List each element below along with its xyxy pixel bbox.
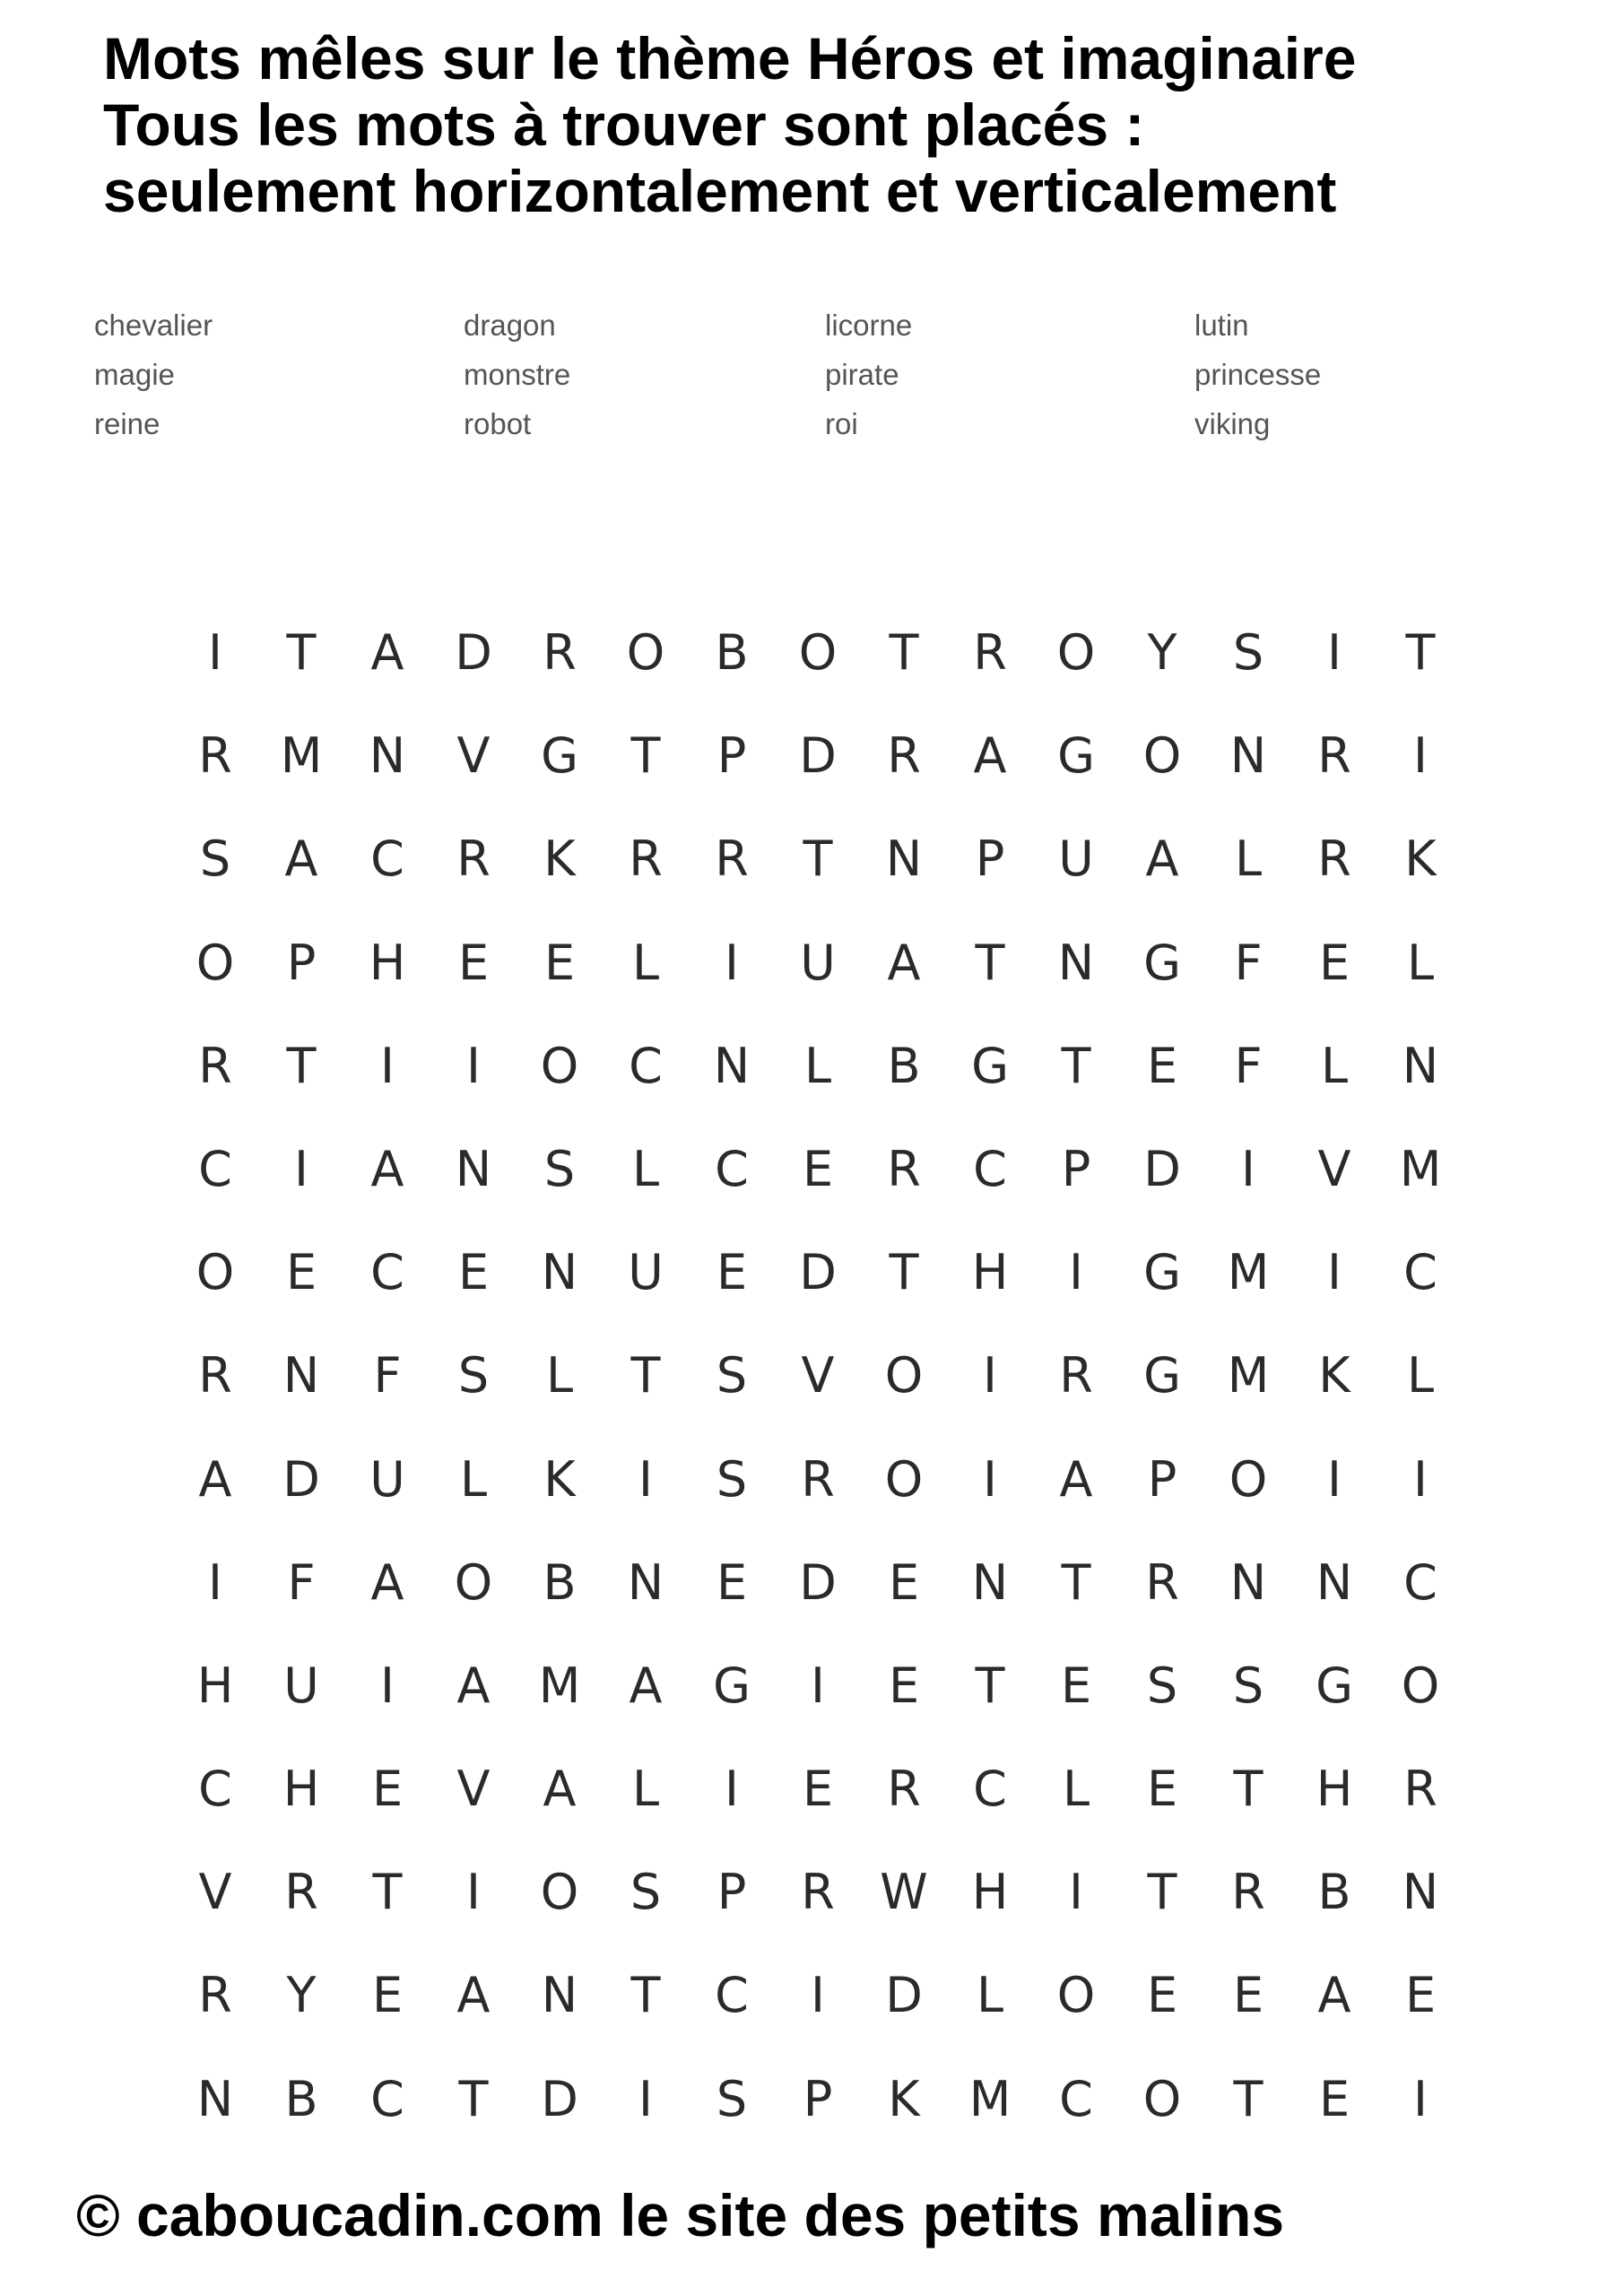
grid-letter[interactable]: D: [799, 727, 837, 785]
grid-letter[interactable]: I: [1241, 1140, 1255, 1197]
grid-letter[interactable]: L: [1406, 934, 1435, 991]
grid-letter[interactable]: I: [638, 2070, 653, 2127]
footer-credit: © caboucadin.com le site des petits malins: [76, 2182, 1285, 2248]
grid-letter[interactable]: H: [369, 934, 406, 991]
grid-letter[interactable]: P: [286, 934, 317, 991]
grid-letter[interactable]: E: [371, 1967, 404, 2024]
grid-letter[interactable]: O: [1056, 624, 1096, 681]
grid-letter[interactable]: N: [1057, 934, 1095, 991]
grid-letter[interactable]: V: [198, 1864, 232, 1921]
grid-letter[interactable]: R: [887, 727, 921, 785]
grid-letter[interactable]: L: [631, 934, 660, 991]
grid-letter[interactable]: S: [457, 1347, 490, 1405]
grid-letter[interactable]: S: [1146, 1657, 1178, 1714]
grid-letter[interactable]: V: [801, 1347, 835, 1405]
grid-letter[interactable]: E: [1404, 1967, 1437, 2024]
grid-letter[interactable]: G: [1143, 1244, 1181, 1301]
grid-letter[interactable]: N: [541, 1244, 578, 1301]
grid-letter[interactable]: R: [973, 624, 1007, 681]
grid-letter[interactable]: C: [715, 1967, 749, 2024]
grid-letter[interactable]: R: [1145, 1553, 1179, 1611]
grid-letter[interactable]: C: [198, 1140, 232, 1197]
grid-letter[interactable]: R: [284, 1864, 318, 1921]
grid-letter[interactable]: T: [286, 1037, 317, 1094]
grid-letter[interactable]: V: [456, 1761, 491, 1818]
grid-letter[interactable]: D: [541, 2070, 578, 2127]
grid-letter[interactable]: E: [285, 1244, 317, 1301]
word-list: [94, 300, 1565, 448]
grid-letter[interactable]: R: [198, 1967, 232, 2024]
grid-letter[interactable]: A: [1317, 1967, 1351, 2024]
grid-letter[interactable]: N: [1316, 1553, 1353, 1611]
grid-letter[interactable]: E: [802, 1140, 834, 1197]
grid-letter[interactable]: P: [803, 2070, 833, 2127]
grid-letter[interactable]: A: [456, 1657, 491, 1714]
grid-letter[interactable]: N: [1229, 1553, 1267, 1611]
grid-letter[interactable]: D: [1143, 1140, 1181, 1197]
grid-letter[interactable]: I: [811, 1657, 825, 1714]
grid-letter[interactable]: A: [543, 1761, 577, 1818]
grid-letter[interactable]: N: [282, 1347, 320, 1405]
grid-letter[interactable]: C: [973, 1761, 1007, 1818]
grid-letter[interactable]: E: [1060, 1657, 1092, 1714]
grid-letter[interactable]: F: [373, 1347, 402, 1405]
grid-letter[interactable]: O: [884, 1347, 924, 1405]
grid-letter[interactable]: O: [1401, 1657, 1440, 1714]
grid-letter[interactable]: C: [629, 1037, 663, 1094]
grid-letter[interactable]: R: [1231, 1864, 1265, 1921]
grid-letter[interactable]: A: [370, 1140, 404, 1197]
grid-letter[interactable]: A: [1059, 1450, 1093, 1508]
grid-letter[interactable]: E: [457, 934, 490, 991]
grid-letter[interactable]: C: [370, 1244, 404, 1301]
grid-letter[interactable]: P: [975, 831, 1005, 888]
grid-letter[interactable]: S: [1232, 624, 1264, 681]
grid-letter[interactable]: R: [1317, 831, 1351, 888]
grid-letter[interactable]: I: [208, 1553, 222, 1611]
grid-letter[interactable]: B: [543, 1553, 577, 1611]
grid-letter[interactable]: O: [1142, 2070, 1182, 2127]
grid-letter[interactable]: R: [715, 831, 749, 888]
grid-letter[interactable]: A: [284, 831, 318, 888]
grid-letter[interactable]: C: [1059, 2070, 1093, 2127]
grid-letter[interactable]: O: [1142, 727, 1182, 785]
grid-letter[interactable]: A: [198, 1450, 232, 1508]
grid-letter[interactable]: O: [540, 1037, 579, 1094]
grid-letter[interactable]: E: [1318, 2070, 1350, 2127]
grid-letter[interactable]: Y: [286, 1967, 317, 2024]
grid-letter[interactable]: T: [630, 1967, 661, 2024]
grid-letter[interactable]: O: [1229, 1450, 1268, 1508]
grid-letter[interactable]: N: [196, 2070, 234, 2127]
grid-letter[interactable]: R: [1059, 1347, 1093, 1405]
grid-letter[interactable]: B: [715, 624, 749, 681]
grid-letter[interactable]: D: [885, 1967, 923, 2024]
grid-letter[interactable]: N: [713, 1037, 751, 1094]
grid-letter[interactable]: E: [371, 1761, 404, 1818]
grid-letter[interactable]: I: [1327, 1244, 1342, 1301]
grid-letter[interactable]: H: [971, 1864, 1009, 1921]
grid-letter[interactable]: I: [1413, 727, 1428, 785]
grid-letter[interactable]: E: [716, 1244, 748, 1301]
grid-letter[interactable]: O: [626, 624, 665, 681]
grid-letter[interactable]: E: [1232, 1967, 1264, 2024]
grid-letter[interactable]: T: [975, 1657, 1005, 1714]
grid-letter[interactable]: N: [1402, 1037, 1439, 1094]
grid-letter[interactable]: A: [973, 727, 1007, 785]
grid-letter[interactable]: A: [370, 1553, 404, 1611]
grid-letter[interactable]: N: [455, 1140, 492, 1197]
grid-letter[interactable]: S: [716, 1347, 748, 1405]
word-list-item: viking: [1194, 407, 1271, 440]
grid-letter[interactable]: T: [1233, 1761, 1264, 1818]
title-line-2: Tous les mots à trouver sont placés :: [103, 91, 1145, 158]
grid-letter[interactable]: T: [1061, 1037, 1091, 1094]
grid-letter[interactable]: E: [1146, 1037, 1178, 1094]
grid-letter[interactable]: I: [208, 624, 222, 681]
grid-letter[interactable]: N: [1402, 1864, 1439, 1921]
grid-letter[interactable]: E: [1146, 1967, 1178, 2024]
grid-letter[interactable]: R: [887, 1140, 921, 1197]
grid-letter[interactable]: M: [1227, 1244, 1270, 1301]
grid-letter[interactable]: W: [880, 1864, 928, 1921]
grid-letter[interactable]: I: [466, 1037, 481, 1094]
grid-letter[interactable]: B: [284, 2070, 318, 2127]
grid-letter[interactable]: T: [1147, 1864, 1177, 1921]
grid-letter[interactable]: U: [800, 934, 836, 991]
grid-letter[interactable]: U: [1058, 831, 1094, 888]
grid-letter[interactable]: M: [1227, 1347, 1270, 1405]
grid-letter[interactable]: A: [887, 934, 921, 991]
grid-letter[interactable]: G: [971, 1037, 1009, 1094]
grid-letter[interactable]: K: [543, 831, 576, 888]
grid-letter[interactable]: G: [1143, 934, 1181, 991]
grid-letter[interactable]: L: [1320, 1037, 1349, 1094]
title-line-1: Mots mêles sur le thème Héros et imaginaire: [103, 25, 1357, 91]
grid-letter[interactable]: R: [1403, 1761, 1437, 1818]
grid-letter[interactable]: S: [630, 1864, 662, 1921]
grid-letter[interactable]: N: [627, 1553, 664, 1611]
grid-letter[interactable]: I: [983, 1450, 997, 1508]
grid-letter[interactable]: C: [1403, 1553, 1437, 1611]
grid-letter[interactable]: E: [888, 1657, 920, 1714]
grid-letter[interactable]: I: [1413, 1450, 1428, 1508]
grid-letter[interactable]: R: [629, 831, 663, 888]
grid-letter[interactable]: R: [198, 1037, 232, 1094]
grid-letter[interactable]: T: [458, 2070, 489, 2127]
word-list-item: dragon: [464, 309, 556, 342]
word-list-item: princesse: [1194, 358, 1322, 391]
word-list-item: roi: [825, 407, 858, 440]
grid-letter[interactable]: O: [1056, 1967, 1096, 2024]
grid-letter[interactable]: V: [456, 727, 491, 785]
grid-letter[interactable]: D: [799, 1244, 837, 1301]
grid-letter[interactable]: I: [1327, 1450, 1342, 1508]
grid-letter[interactable]: I: [1413, 2070, 1428, 2127]
grid-letter[interactable]: T: [975, 934, 1005, 991]
grid-letter[interactable]: N: [885, 831, 923, 888]
grid-letter[interactable]: E: [716, 1553, 748, 1611]
grid-letter[interactable]: D: [799, 1553, 837, 1611]
grid-letter[interactable]: L: [631, 1140, 660, 1197]
grid-letter[interactable]: E: [888, 1553, 920, 1611]
grid-letter[interactable]: S: [716, 2070, 748, 2127]
grid-letter[interactable]: L: [545, 1347, 574, 1405]
grid-letter[interactable]: D: [282, 1450, 320, 1508]
grid-letter[interactable]: C: [370, 2070, 404, 2127]
grid-letter[interactable]: O: [454, 1553, 493, 1611]
grid-letter[interactable]: C: [973, 1140, 1007, 1197]
grid-letter[interactable]: R: [456, 831, 491, 888]
grid-letter[interactable]: L: [803, 1037, 832, 1094]
word-list-item: pirate: [825, 358, 899, 391]
grid-letter[interactable]: F: [287, 1553, 316, 1611]
grid-letter[interactable]: C: [370, 831, 404, 888]
grid-letter[interactable]: A: [1145, 831, 1179, 888]
grid-letter[interactable]: I: [725, 1761, 739, 1818]
grid-letter[interactable]: L: [1062, 1761, 1090, 1818]
grid-letter[interactable]: U: [369, 1450, 405, 1508]
grid-letter[interactable]: A: [370, 624, 404, 681]
grid-letter[interactable]: E: [543, 934, 576, 991]
grid-letter[interactable]: F: [1234, 934, 1263, 991]
grid-letter[interactable]: R: [801, 1450, 835, 1508]
grid-letter[interactable]: L: [1406, 1347, 1435, 1405]
grid-letter[interactable]: T: [889, 1244, 919, 1301]
grid-letter[interactable]: I: [294, 1140, 308, 1197]
grid-letter[interactable]: T: [372, 1864, 403, 1921]
grid-letter[interactable]: T: [630, 727, 661, 785]
grid-letter[interactable]: U: [283, 1657, 319, 1714]
grid-letter[interactable]: F: [1234, 1037, 1263, 1094]
grid-letter[interactable]: T: [803, 831, 833, 888]
grid-letter[interactable]: I: [1069, 1244, 1083, 1301]
grid-letter[interactable]: M: [538, 1657, 581, 1714]
grid-letter[interactable]: P: [1147, 1450, 1177, 1508]
grid-letter[interactable]: R: [1317, 727, 1351, 785]
grid-letter[interactable]: I: [380, 1037, 395, 1094]
grid-letter[interactable]: E: [802, 1761, 834, 1818]
grid-letter[interactable]: S: [716, 1450, 748, 1508]
grid-letter[interactable]: P: [1061, 1140, 1091, 1197]
grid-letter[interactable]: H: [971, 1244, 1009, 1301]
grid-letter[interactable]: K: [1404, 831, 1437, 888]
grid-letter[interactable]: E: [1146, 1761, 1178, 1818]
grid-letter[interactable]: B: [887, 1037, 921, 1094]
grid-letter[interactable]: T: [630, 1347, 661, 1405]
word-list-item: monstre: [464, 358, 571, 391]
letter-grid: [172, 621, 1463, 2170]
grid-letter[interactable]: N: [541, 1967, 578, 2024]
grid-letter[interactable]: C: [715, 1140, 749, 1197]
grid-letter[interactable]: R: [198, 727, 232, 785]
grid-letter[interactable]: O: [798, 624, 838, 681]
word-list-item: lutin: [1194, 309, 1249, 342]
grid-letter[interactable]: I: [725, 934, 739, 991]
grid-letter[interactable]: O: [540, 1864, 579, 1921]
word-list-item: licorne: [825, 309, 913, 342]
grid-letter[interactable]: L: [976, 1967, 1004, 2024]
grid-letter[interactable]: T: [1233, 2070, 1264, 2127]
grid-letter[interactable]: I: [380, 1657, 395, 1714]
grid-letter[interactable]: T: [1061, 1553, 1091, 1611]
grid-letter[interactable]: V: [1317, 1140, 1351, 1197]
word-list-item: robot: [464, 407, 532, 440]
grid-letter[interactable]: O: [195, 1244, 235, 1301]
grid-letter[interactable]: G: [1057, 727, 1095, 785]
grid-letter[interactable]: A: [629, 1657, 663, 1714]
word-list-item: chevalier: [94, 309, 213, 342]
grid-letter[interactable]: L: [459, 1450, 488, 1508]
grid-letter[interactable]: S: [1232, 1657, 1264, 1714]
grid-letter[interactable]: I: [466, 1864, 481, 1921]
grid-letter[interactable]: P: [716, 727, 747, 785]
page-title: [103, 25, 1592, 224]
grid-letter[interactable]: I: [638, 1450, 653, 1508]
grid-letter[interactable]: R: [801, 1864, 835, 1921]
grid-letter[interactable]: I: [1327, 624, 1342, 681]
grid-letter[interactable]: K: [888, 2070, 920, 2127]
grid-letter[interactable]: O: [195, 934, 235, 991]
grid-letter[interactable]: C: [198, 1761, 232, 1818]
grid-letter[interactable]: M: [968, 2070, 1012, 2127]
grid-letter[interactable]: R: [543, 624, 577, 681]
grid-letter[interactable]: G: [713, 1657, 751, 1714]
grid-letter[interactable]: Y: [1147, 624, 1177, 681]
grid-letter[interactable]: U: [628, 1244, 664, 1301]
grid-letter[interactable]: R: [887, 1761, 921, 1818]
grid-letter[interactable]: K: [543, 1450, 576, 1508]
word-list-item: reine: [94, 407, 161, 440]
grid-letter[interactable]: S: [199, 831, 231, 888]
grid-letter[interactable]: N: [971, 1553, 1009, 1611]
grid-letter[interactable]: D: [455, 624, 492, 681]
grid-letter[interactable]: H: [1316, 1761, 1353, 1818]
grid-letter[interactable]: K: [1318, 1347, 1350, 1405]
grid-letter[interactable]: M: [280, 727, 323, 785]
grid-letter[interactable]: R: [198, 1347, 232, 1405]
grid-letter[interactable]: H: [196, 1657, 234, 1714]
grid-letter[interactable]: T: [889, 624, 919, 681]
grid-letter[interactable]: H: [282, 1761, 320, 1818]
grid-letter[interactable]: I: [1069, 1864, 1083, 1921]
grid-letter[interactable]: L: [631, 1761, 660, 1818]
grid-letter[interactable]: G: [541, 727, 578, 785]
grid-letter[interactable]: L: [1234, 831, 1263, 888]
grid-letter[interactable]: N: [369, 727, 406, 785]
word-list-item: magie: [94, 358, 175, 391]
title-line-3: seulement horizontalement et verticalement: [103, 158, 1337, 224]
grid-letter[interactable]: G: [1143, 1347, 1181, 1405]
grid-letter[interactable]: T: [286, 624, 317, 681]
grid-letter[interactable]: I: [811, 1967, 825, 2024]
grid-letter[interactable]: N: [1229, 727, 1267, 785]
grid-letter[interactable]: S: [543, 1140, 576, 1197]
grid-letter[interactable]: E: [1318, 934, 1350, 991]
grid-letter[interactable]: P: [716, 1864, 747, 1921]
grid-letter[interactable]: T: [1405, 624, 1436, 681]
grid-letter[interactable]: B: [1317, 1864, 1351, 1921]
grid-letter[interactable]: G: [1316, 1657, 1353, 1714]
grid-letter[interactable]: E: [457, 1244, 490, 1301]
grid-letter[interactable]: O: [884, 1450, 924, 1508]
grid-letter[interactable]: A: [456, 1967, 491, 2024]
grid-letter[interactable]: C: [1403, 1244, 1437, 1301]
grid-letter[interactable]: I: [983, 1347, 997, 1405]
grid-letter[interactable]: M: [1399, 1140, 1442, 1197]
